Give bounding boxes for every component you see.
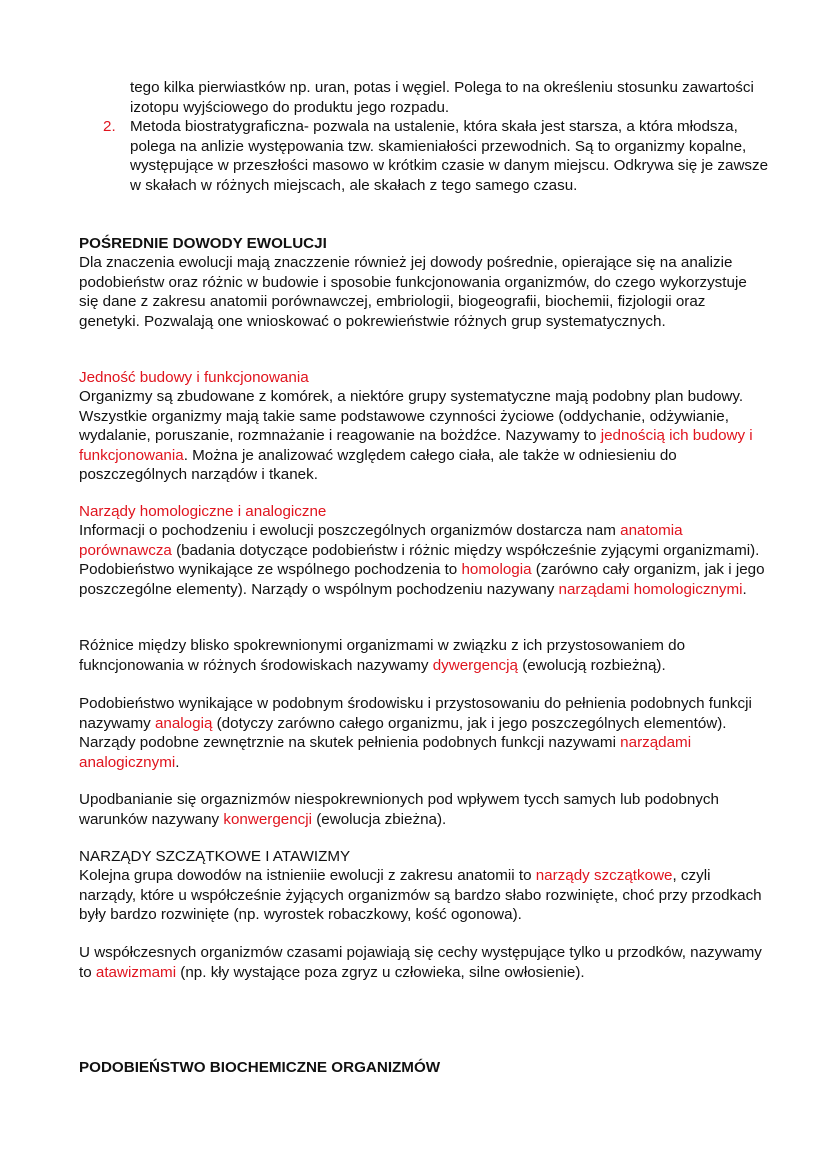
unity-paragraph: Organizmy są zbudowane z komórek, a niektóre grupy systematyczne mają podobny plan budowy. Wszystkie organizmy mają takie same podstawowe czynności życiowe (oddychanie, odżywianie, wydalanie, poruszanie, rozmnażanie i reagowanie na bożdźce. Nazywamy to jednością ich budowy i funkcjonowania. Można je analizować względem całego ciała, ale także w odniesieniu do poszczególnych narządów i tkanek.: [79, 388, 753, 484]
unity-term: jednością ich budowy i funkcjonowania: [79, 427, 753, 464]
atavism-paragraph: U współczesnych organizmów czasami pojawiają się cechy występujące tylko u przodków, nazywamy to atawizmami (np. kły wystające poza zgryz u człowieka, silne owłosienie).: [79, 944, 762, 981]
indirect-evidence-heading: POŚREDNIE DOWODY EWOLUCJI: [79, 235, 327, 252]
divergence-paragraph: Różnice między blisko spokrewnionymi organizmami w związku z ich przystosowaniem do fukncjonowania w różnych środowiskach nazywamy dywergencją (ewolucją rozbieżną).: [79, 637, 686, 674]
list-number-2: 2.: [103, 118, 116, 135]
term-analogous-organs: narządami analogicznymi: [79, 734, 692, 771]
term-comparative-anatomy: anatomia porównawcza: [79, 522, 683, 559]
convergence-paragraph: Upodbanianie się orgaznizmów niespokrewnionych pod wpływem tycch samych lub podobnych warunków nazywany konwergencji (ewolucja zbieżna).: [79, 791, 719, 828]
term-homology: homologia: [461, 561, 532, 579]
indirect-evidence-paragraph: Dla znaczenia ewolucji mają znaczzenie również jej dowody pośrednie, opierające się na analizie podobieństw oraz różnic w budowie i sposobie funkcjonowania organizmów, do czego wykorzystuje się dane z zakresu anatomii porównawczej, embriologii, biogeografii, biochemii, fizjologii oraz genetyki. Pozwalają one wnioskować o pokrewieństwie różnych grup systematycznych.: [79, 254, 747, 330]
term-atavism: atawizmami: [95, 963, 177, 981]
term-vestigial-organs: narządy szczątkowe: [535, 867, 673, 884]
homology-heading: Narządy homologiczne i analogiczne: [79, 503, 327, 520]
analogy-paragraph: Podobieństwo wynikające w podobnym środowisku i przystosowaniu do pełnienia podobnych funkcji nazywamy analogią (dotyczy zarówno całego organizmu, jak i jego poszczególnych elementów). Narządy podobne zewnętrznie na skutek pełnienia podobnych funkcji nazywami narządami analogicznymi.: [79, 695, 752, 771]
term-homologous-organs: narządami homologicznymi: [558, 580, 743, 598]
vestigial-paragraph: Kolejna grupa dowodów na istnieniie ewolucji z zakresu anatomii to narządy szczątkowe, czyli narządy, które u współcześnie żyjących organizmów są bardzo słabo rozwinięte, choć przy przodkach były bardzo rozwinięte (np. wyrostek robaczkowy, kość ogonowa).: [79, 867, 762, 924]
unity-heading: Jedność budowy i funkcjonowania: [79, 369, 309, 386]
biochemical-similarity-heading: PODOBIEŃSTWO BIOCHEMICZNE ORGANIZMÓW: [79, 1059, 441, 1076]
term-analogy: analogią: [154, 714, 213, 732]
term-convergence: konwergencji: [223, 810, 313, 828]
list-item-1-continuation: tego kilka pierwiastków np. uran, potas i węgiel. Polega to na określeniu stosunku zawartości izotopu wyjściowego do produktu jego rozpadu.: [130, 79, 754, 116]
term-divergence: dywergencją: [432, 656, 518, 674]
homology-paragraph: Informacji o pochodzeniu i ewolucji poszczególnych organizmów dostarcza nam anatomia porównawcza (badania dotyczące podobieństw i różnic między współcześnie zyjącymi organizmami). Podobieństwo wynikające ze wspólnego pochodzenia to homologia (zarówno cały organizm, jak i jego poszczególne elementy). Narządy o wspólnym pochodzeniu nazywany narządami homologicznymi.: [79, 522, 765, 598]
vestigial-heading: NARZĄDY SZCZĄTKOWE I ATAWIZMY: [79, 848, 351, 865]
list-item-2: Metoda biostratygraficzna- pozwala na ustalenie, która skała jest starsza, a która młodsza, polega na anlizie występowania tzw. skamieniałości przewodnich. Są to organizmy kopalne, występujące w przeszłości masowo w krótkim czasie w danym miejscu. Odkrywa się je zawsze w skałach w różnych miejscach, ale skałach z tego samego czasu.: [130, 118, 769, 194]
